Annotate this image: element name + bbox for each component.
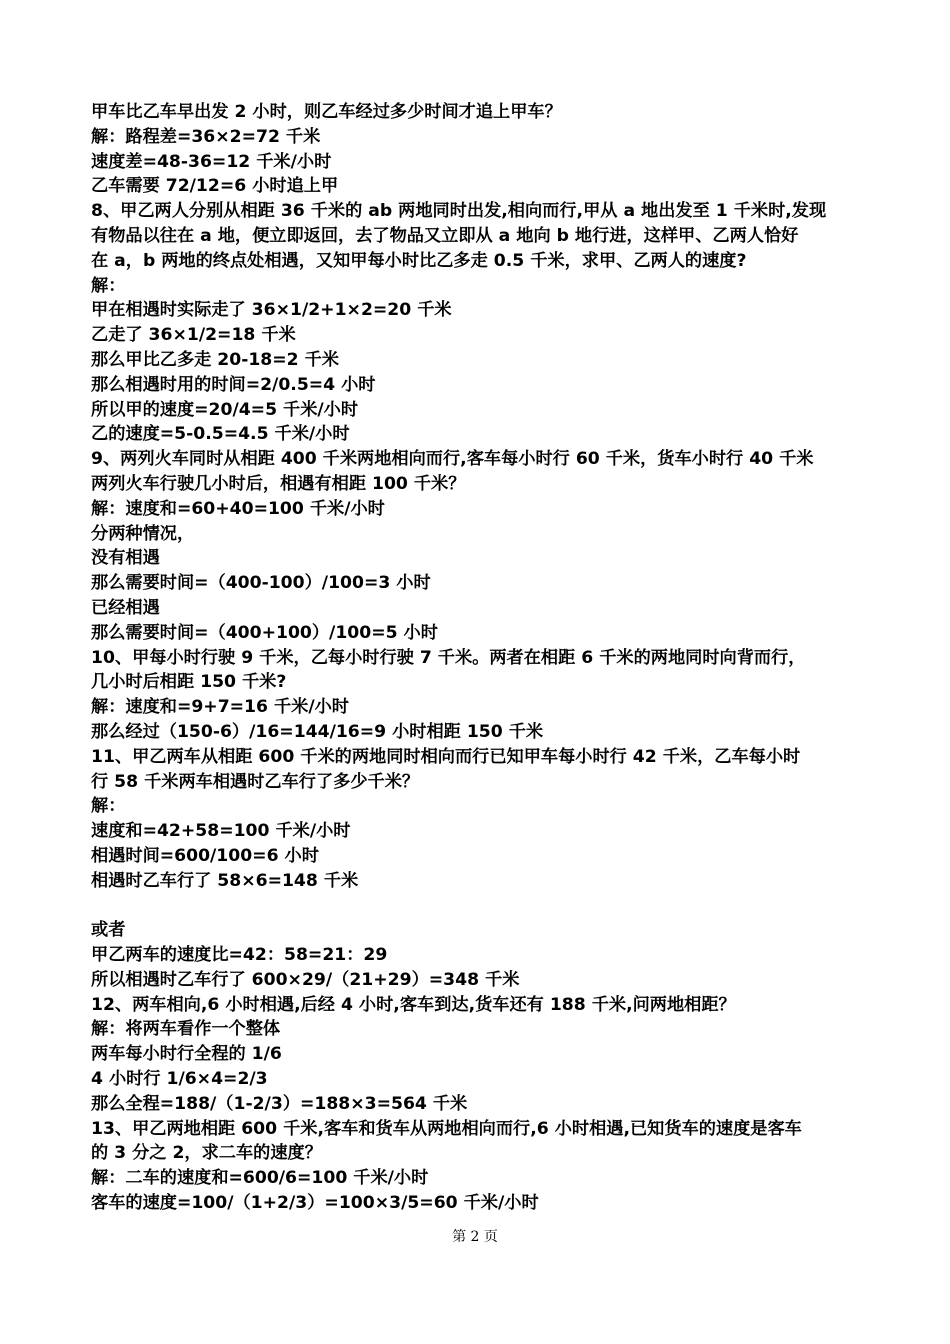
text-line: 4 小时行 1/6×4=2/3 [91, 1069, 268, 1090]
problem-12-line: 12、两车相向,6 小时相遇,后经 4 小时,客车到达,货车还有 188 千米,问两地相距？ [91, 994, 736, 1015]
text-line: 甲乙两车的速度比=42：58=21：29 [91, 945, 388, 966]
text-line: 所以相遇时乙车行了 600×29/（21+29）=348 千米 [91, 969, 520, 990]
text-line: 相遇时间=600/100=6 小时 [91, 845, 319, 866]
text-line: 乙车需要 72/12=6 小时追上甲 [91, 176, 339, 197]
text-line: 那么相遇时用的时间=2/0.5=4 小时 [91, 374, 376, 395]
problem-9-line: 9、两列火车同时从相距 400 千米两地相向而行,客车每小时行 60 千米，货车小时行 40 千米 [91, 449, 814, 470]
document-body [91, 100, 866, 1216]
problem-13-line: 的 3 分之 2，求二车的速度？ [91, 1143, 322, 1164]
text-line: 相遇时乙车行了 58×6=148 千米 [91, 870, 359, 891]
text-line: 那么甲比乙多走 20-18=2 千米 [91, 349, 339, 370]
text-line: 解：二车的速度和=600/6=100 千米/小时 [91, 1168, 429, 1189]
text-line: 那么需要时间=（400+100）/100=5 小时 [91, 622, 438, 643]
text-line: 分两种情况， [91, 523, 195, 544]
text-line: 解：速度和=9+7=16 千米/小时 [91, 697, 349, 718]
text-line: 那么经过（150-6）/16=144/16=9 小时相距 150 千米 [91, 721, 544, 742]
problem-8-line: 在 a，b 两地的终点处相遇，又知甲每小时比乙多走 0.5 千米，求甲、乙两人的速度? [91, 250, 747, 271]
text-line: 速度和=42+58=100 千米/小时 [91, 821, 351, 842]
problem-8-line: 8、甲乙两人分别从相距 36 千米的 ab 两地同时出发,相向而行,甲从 a 地出发至 1 千米时,发现 [91, 201, 827, 222]
problem-10-line: 10、甲每小时行驶 9 千米，乙每小时行驶 7 千米。两者在相距 6 千米的两地同时向背而行， [91, 647, 806, 668]
text-line: 解： [91, 796, 126, 817]
problem-10-line: 几小时后相距 150 千米? [91, 672, 287, 693]
text-line: 甲车比乙车早出发 2 小时，则乙车经过多少时间才追上甲车？ [91, 102, 562, 122]
text-line: 客车的速度=100/（1+2/3）=100×3/5=60 千米/小时 [91, 1193, 539, 1214]
text-line: 那么需要时间=（400-100）/100=3 小时 [91, 573, 431, 594]
blank-line [91, 894, 866, 919]
text-line: 或者 [91, 920, 126, 941]
text-line: 所以甲的速度=20/4=5 千米/小时 [91, 399, 359, 420]
page-number: 第 2 页 [452, 1229, 498, 1245]
text-line: 乙的速度=5-0.5=4.5 千米/小时 [91, 424, 350, 445]
text-line: 没有相遇 [91, 548, 160, 569]
text-line: 两车每小时行全程的 1/6 [91, 1044, 282, 1065]
text-line: 乙走了 36×1/2=18 千米 [91, 325, 296, 346]
text-line: 解：速度和=60+40=100 千米/小时 [91, 498, 385, 519]
text-line: 解：路程差=36×2=72 千米 [91, 126, 321, 147]
problem-9-line: 两列火车行驶几小时后，相遇有相距 100 千米？ [91, 473, 466, 494]
text-line: 那么全程=188/（1-2/3）=188×3=564 千米 [91, 1093, 468, 1114]
problem-8-line: 有物品以往在 a 地，便立即返回，去了物品又立即从 a 地向 b 地行进，这样甲、乙两人恰好 [91, 225, 799, 246]
text-line: 解： [91, 275, 126, 296]
text-line: 已经相遇 [91, 597, 160, 618]
text-line: 甲在相遇时实际走了 36×1/2+1×2=20 千米 [91, 300, 452, 321]
problem-11-line: 11、甲乙两车从相距 600 千米的两地同时相向而行已知甲车每小时行 42 千米，乙车每小时 [91, 746, 801, 767]
text-line: 解：将两车看作一个整体 [91, 1019, 281, 1040]
problem-13-line: 13、甲乙两地相距 600 千米,客车和货车从两地相向而行,6 小时相遇,已知货车的速度是客车 [91, 1118, 802, 1139]
text-line: 速度差=48-36=12 千米/小时 [91, 151, 332, 172]
problem-11-line: 行 58 千米两车相遇时乙车行了多少千米？ [91, 771, 420, 792]
